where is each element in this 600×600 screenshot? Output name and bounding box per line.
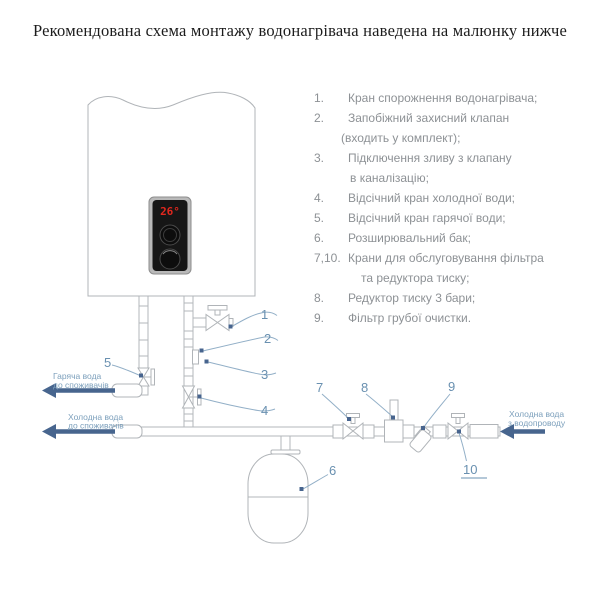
cold-out-label: Холодна вода [68, 412, 124, 422]
legend-item-text: Кран спорожнення водонагрівача; [348, 91, 538, 105]
page-title: Рекомендована схема монтажу водонагрівача наведена на малюнку нижче [33, 21, 567, 40]
legend-item-text: Відсічний кран холодної води; [348, 191, 515, 205]
legend-item-number: 9. [314, 311, 325, 325]
drain-valve [193, 306, 233, 331]
legend-item-number: 3. [314, 151, 325, 165]
callout-10: 10 [463, 462, 478, 477]
expansion-tank [248, 436, 308, 543]
hot-water-pipe [112, 296, 155, 397]
legend-item-text: Розширювальний бак; [348, 231, 471, 245]
legend-item-text: Запобіжний захисний клапан [348, 111, 510, 125]
legend-item-text: (входить у комплект); [341, 131, 461, 145]
legend-item-number: 5. [314, 211, 325, 225]
cold-out-label: до споживачів [68, 420, 124, 431]
callout-1: 1 [261, 307, 269, 322]
legend-item-text: Крани для обслуговування фільтра [348, 251, 544, 265]
legend-item-text: Редуктор тиску 3 бари; [348, 291, 476, 305]
legend-item-number: 4. [314, 191, 325, 205]
cold-in-label: з водопроводу [508, 418, 566, 428]
callout-3: 3 [261, 367, 269, 382]
hot-out-label: Гаряча вода [53, 371, 102, 381]
legend-item-number: 2. [314, 111, 325, 125]
callout-2: 2 [264, 331, 272, 346]
legend-item-text: Відсічний кран гарячої води; [348, 211, 506, 225]
callout-5: 5 [104, 355, 112, 370]
legend-item-text: Фільтр грубої очистки. [348, 311, 472, 325]
callout-6: 6 [329, 463, 337, 478]
lower-knob-icon[interactable] [160, 249, 180, 269]
safety-valve [193, 350, 199, 364]
callout-7: 7 [316, 380, 324, 395]
water-heater [88, 92, 255, 296]
temperature-display: 26° [160, 205, 180, 218]
legend-item-text: Підключення зливу з клапану [348, 151, 512, 165]
callout-9: 9 [448, 379, 456, 394]
cold-in-label: Холодна вода [509, 409, 565, 419]
pressure-reducer [385, 400, 404, 442]
control-panel [149, 197, 191, 274]
legend-item-number: 7,10. [314, 251, 341, 265]
cold-main-pipe [112, 425, 500, 439]
legend-item-number: 8. [314, 291, 325, 305]
legend-item-text: та редуктора тиску; [361, 271, 470, 285]
legend-item-text: в каналізацію; [350, 171, 429, 185]
hot-out-label: до споживачів [53, 380, 109, 390]
legend-item-number: 1. [314, 91, 325, 105]
legend-item-number: 6. [314, 231, 325, 245]
callout-8: 8 [361, 380, 369, 395]
callout-4: 4 [261, 403, 269, 418]
